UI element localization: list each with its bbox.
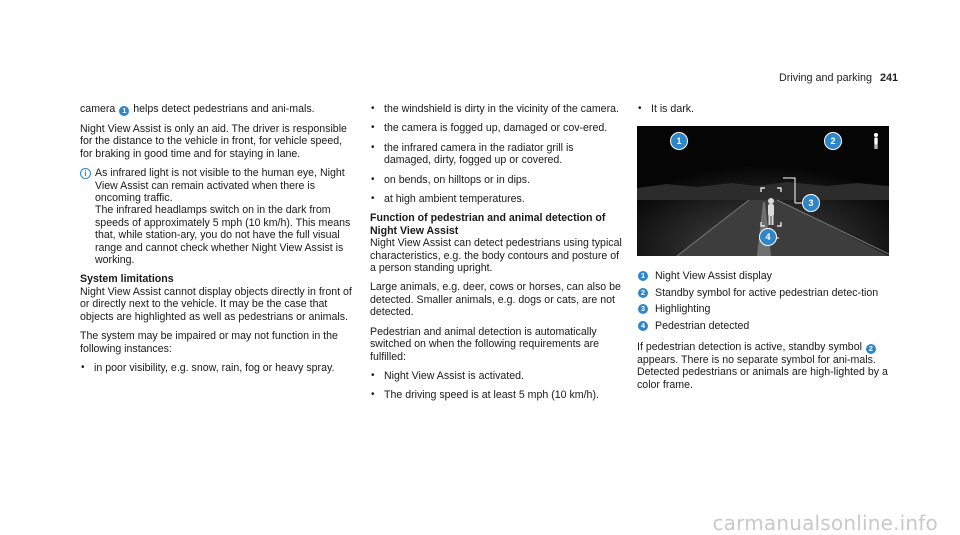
callout-marker-2: 2 (866, 344, 876, 354)
animals-paragraph: Large animals, e.g. deer, cows or horses, can also be detected. Smaller animals, e.g. dogs or cats, are not detected. (370, 281, 621, 319)
function-title: Function of pedestrian and animal detection of Night View Assist (370, 212, 606, 237)
list-item: • the infrared camera in the radiator grill is damaged, dirty, fogged up or covered. (371, 141, 574, 167)
figure-callout-1: 1 (670, 132, 688, 150)
watermark: carmanualsonline.info (712, 510, 938, 535)
function-text: Night View Assist can detect pedestrians using typical characteristics, e.g. the body contours and posture of a person standing upright. (370, 237, 622, 275)
intro-paragraph: camera 1 helps detect pedestrians and ani-mals. (80, 103, 315, 115)
callout-marker-1: 1 (119, 106, 129, 116)
info-icon: i (80, 168, 91, 179)
function-section (370, 212, 622, 274)
system-limitations-text: Night View Assist cannot display objects directly in front of or directly next to the vehicle. It may be the case that objects are highlighted as well as pedestrians or animals. (80, 285, 352, 323)
list-item: • Night View Assist is activated. (371, 369, 524, 382)
note-text-1: As infrared light is not visible to the human eye, Night View Assist can remain activated when there is oncoming traffic. (95, 167, 345, 205)
system-limitations-title: System limitations (80, 273, 174, 286)
note-text-2: The infrared headlamps switch on in the dark from speeds of approximately 5 mph (10 km/h). This means that, while station-ary, you do not have the full visual range and cannot check whether Night View Assist is working. (95, 204, 351, 267)
requirements-intro: Pedestrian and animal detection is automatically switched on when the following requirements are fulfilled: (370, 325, 600, 363)
list-item: • the camera is fogged up, damaged or cov-ered. (371, 122, 608, 135)
standby-paragraph: If pedestrian detection is active, standby symbol 2 appears. There is no separate symbol for ani-mals. Detected pedestrians or animals are high-lighted by a color frame. (637, 341, 888, 391)
column-2 (370, 103, 622, 409)
bullet-icon: • (371, 193, 375, 205)
driver-responsibility-paragraph: Night View Assist is only an aid. The driver is responsible for the distance to the vehicle in front, for vehicle speed, for braking in good time and for staying in lane. (80, 123, 347, 160)
impairment-intro: The system may be impaired or may not function in the following instances: (80, 330, 338, 355)
info-note (80, 167, 352, 266)
bullet-icon: • (371, 141, 375, 153)
bullet-icon: • (81, 361, 85, 373)
legend-marker: 4 (638, 321, 648, 331)
night-view-figure (637, 126, 889, 256)
figure-callout-3: 3 (802, 194, 820, 212)
bullet-icon: • (371, 389, 375, 401)
figure-callout-2: 2 (824, 132, 842, 150)
legend-item: 2 Standby symbol for active pedestrian detec-tion (637, 287, 889, 299)
bullet-icon: • (371, 369, 375, 381)
legend-marker: 1 (638, 271, 648, 281)
column-3 (637, 103, 889, 398)
list-item: • in poor visibility, e.g. snow, rain, fog or heavy spray. (81, 361, 335, 374)
page-header (779, 72, 898, 84)
legend-item: 1 Night View Assist display (637, 270, 889, 282)
list-item: • the windshield is dirty in the vicinity of the camera. (371, 103, 619, 115)
list-item: • on bends, on hilltops or in dips. (371, 173, 531, 186)
bullet-icon: • (371, 173, 375, 185)
legend-item: 3 Highlighting (637, 303, 889, 315)
list-item: • at high ambient temperatures. (371, 193, 525, 206)
list-item: • It is dark. (638, 103, 694, 115)
bullet-icon: • (638, 103, 642, 114)
bullet-icon: • (371, 103, 375, 114)
legend-item: 4 Pedestrian detected (637, 320, 889, 332)
list-item: • The driving speed is at least 5 mph (10 km/h). (371, 389, 599, 402)
legend-marker: 3 (638, 304, 648, 314)
page-number: 241 (879, 72, 898, 84)
system-limitations-section (80, 273, 352, 323)
bullet-icon: • (371, 122, 375, 134)
column-1 (80, 103, 352, 381)
section-title: Driving and parking (778, 72, 872, 84)
figure-callout-4: 4 (759, 228, 777, 246)
legend-marker: 2 (638, 288, 648, 298)
